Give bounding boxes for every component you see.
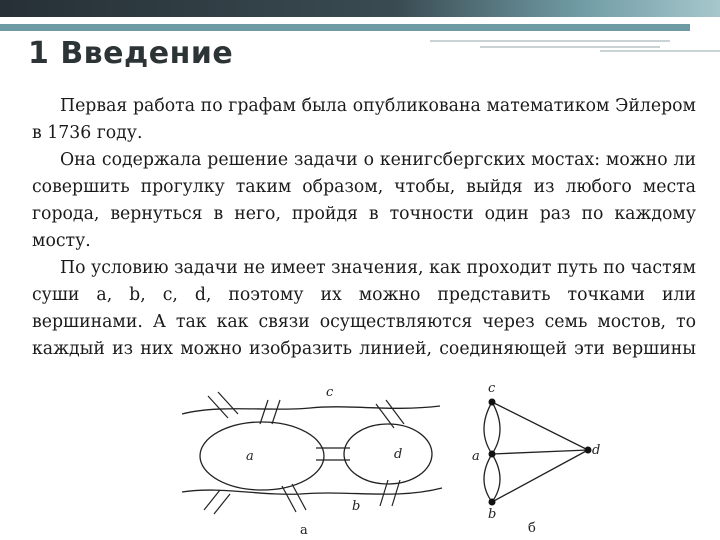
map-label-a: a <box>246 449 254 464</box>
bridges <box>204 392 404 514</box>
graph-label-a: a <box>472 449 480 464</box>
konigsberg-illustration <box>180 382 600 540</box>
graph-caption: б <box>528 521 536 536</box>
slide-body <box>32 93 696 363</box>
vertex-d <box>585 447 592 454</box>
map-label-b: b <box>352 499 361 514</box>
graph-edges <box>484 402 588 502</box>
slide-title: 1 Введение <box>28 36 234 71</box>
island-d <box>344 424 432 484</box>
paragraph-2: Она содержала решение задачи о кенигсбергских мостах: можно ли совершить прогулку таким образом, чтобы, выйдя из любого места города, вернуться в него, пройдя в точности один раз по каждому мосту. <box>32 150 696 251</box>
river-bank-bottom <box>182 488 442 494</box>
teal-divider <box>0 24 690 31</box>
paragraph-1: Первая работа по графам была опубликована математиком Эйлером в 1736 году. <box>32 96 696 143</box>
vertex-c <box>489 399 496 406</box>
top-decor-gradient <box>0 0 720 17</box>
graph-label-c: c <box>488 382 496 396</box>
map-label-d: d <box>394 447 403 462</box>
decor-lines <box>420 38 720 54</box>
river-map <box>182 392 442 514</box>
map-label-c: c <box>326 385 334 400</box>
paragraph-3: По условию задачи не имеет значения, как проходит путь по частям суши a, b, c, d, поэтому их можно представить точками или вершинами. А так как связи осуществляются через семь мостов, то каждый из них можно изобразить линией, соединяющей эти вершины <box>32 258 696 359</box>
graph-label-d: d <box>592 443 600 458</box>
vertex-a <box>489 451 496 458</box>
konigsberg-figure <box>180 382 600 540</box>
map-caption: а <box>300 523 308 538</box>
graph-label-b: b <box>488 507 497 522</box>
island-a <box>200 422 324 490</box>
vertex-b <box>489 499 496 506</box>
